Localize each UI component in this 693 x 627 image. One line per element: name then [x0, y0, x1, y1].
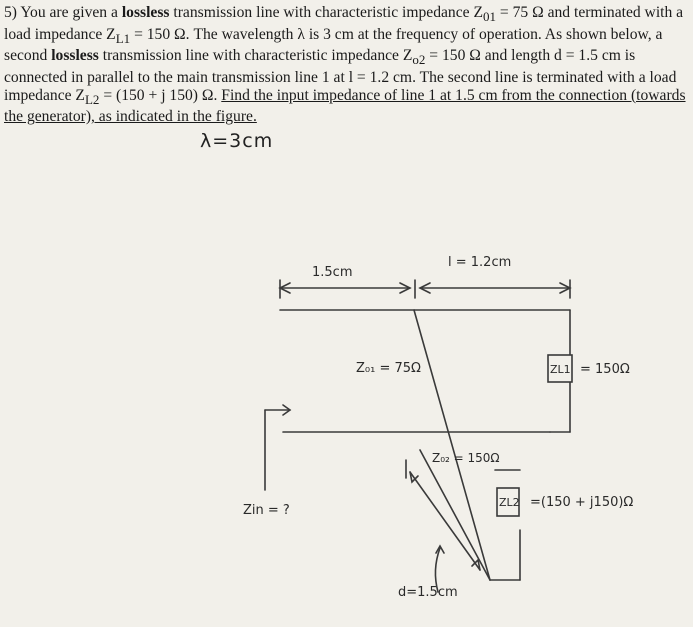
- stub-line-lower: [420, 450, 490, 580]
- lossless-term-2: lossless: [51, 47, 99, 65]
- problem-text: 5) You are given a lossless transmission line with characteristic impedance $Z_{01} = 75$ Ω and terminated with a load impedance $Z_{L1} = 150$ Ω. The wavelength λ is 3 cm at the frequency of operation. As shown below, a second lossless transmission line with characteristic impedance $Z_{o2} = 150$ Ω and length d = 1.5 cm is connected in parallel to the main transmission line 1 at l = 1.2 cm. The second line is terminated with a load impedance $Z_{L2} = (150 + j$ 150) Ω. Find the input impedance of line 1 at 1.5 cm from the connection (towards the generator), as indicated in the figure.: [4, 4, 686, 126]
- label-zl2-box: ZL2: [499, 496, 520, 509]
- label-len-l: l = 1.2cm: [448, 255, 512, 270]
- label-zin: Zin = ?: [243, 503, 290, 518]
- label-zl1-box: ZL1: [550, 363, 571, 376]
- question-underlined: Find the input impedance of line 1 at 1.5 cm from the connection (towards the generator), as indicated in the figure.: [4, 86, 686, 126]
- label-zl2-value: =(150 + j150)Ω: [530, 495, 634, 510]
- handwritten-wavelength-note: λ=3cm: [200, 130, 274, 152]
- label-z01: Z₀₁ = 75Ω: [356, 361, 421, 376]
- label-len-1-5cm: 1.5cm: [312, 265, 353, 280]
- dim-d-arrow: [410, 472, 480, 570]
- lossless-term: lossless: [121, 4, 170, 21]
- label-zl1-value: = 150Ω: [580, 362, 630, 377]
- label-z02: Z₀₂ = 150Ω: [432, 451, 500, 465]
- label-d: d=1.5cm: [398, 585, 458, 600]
- problem-number: 5): [4, 4, 17, 21]
- stub-line-upper: [414, 310, 490, 580]
